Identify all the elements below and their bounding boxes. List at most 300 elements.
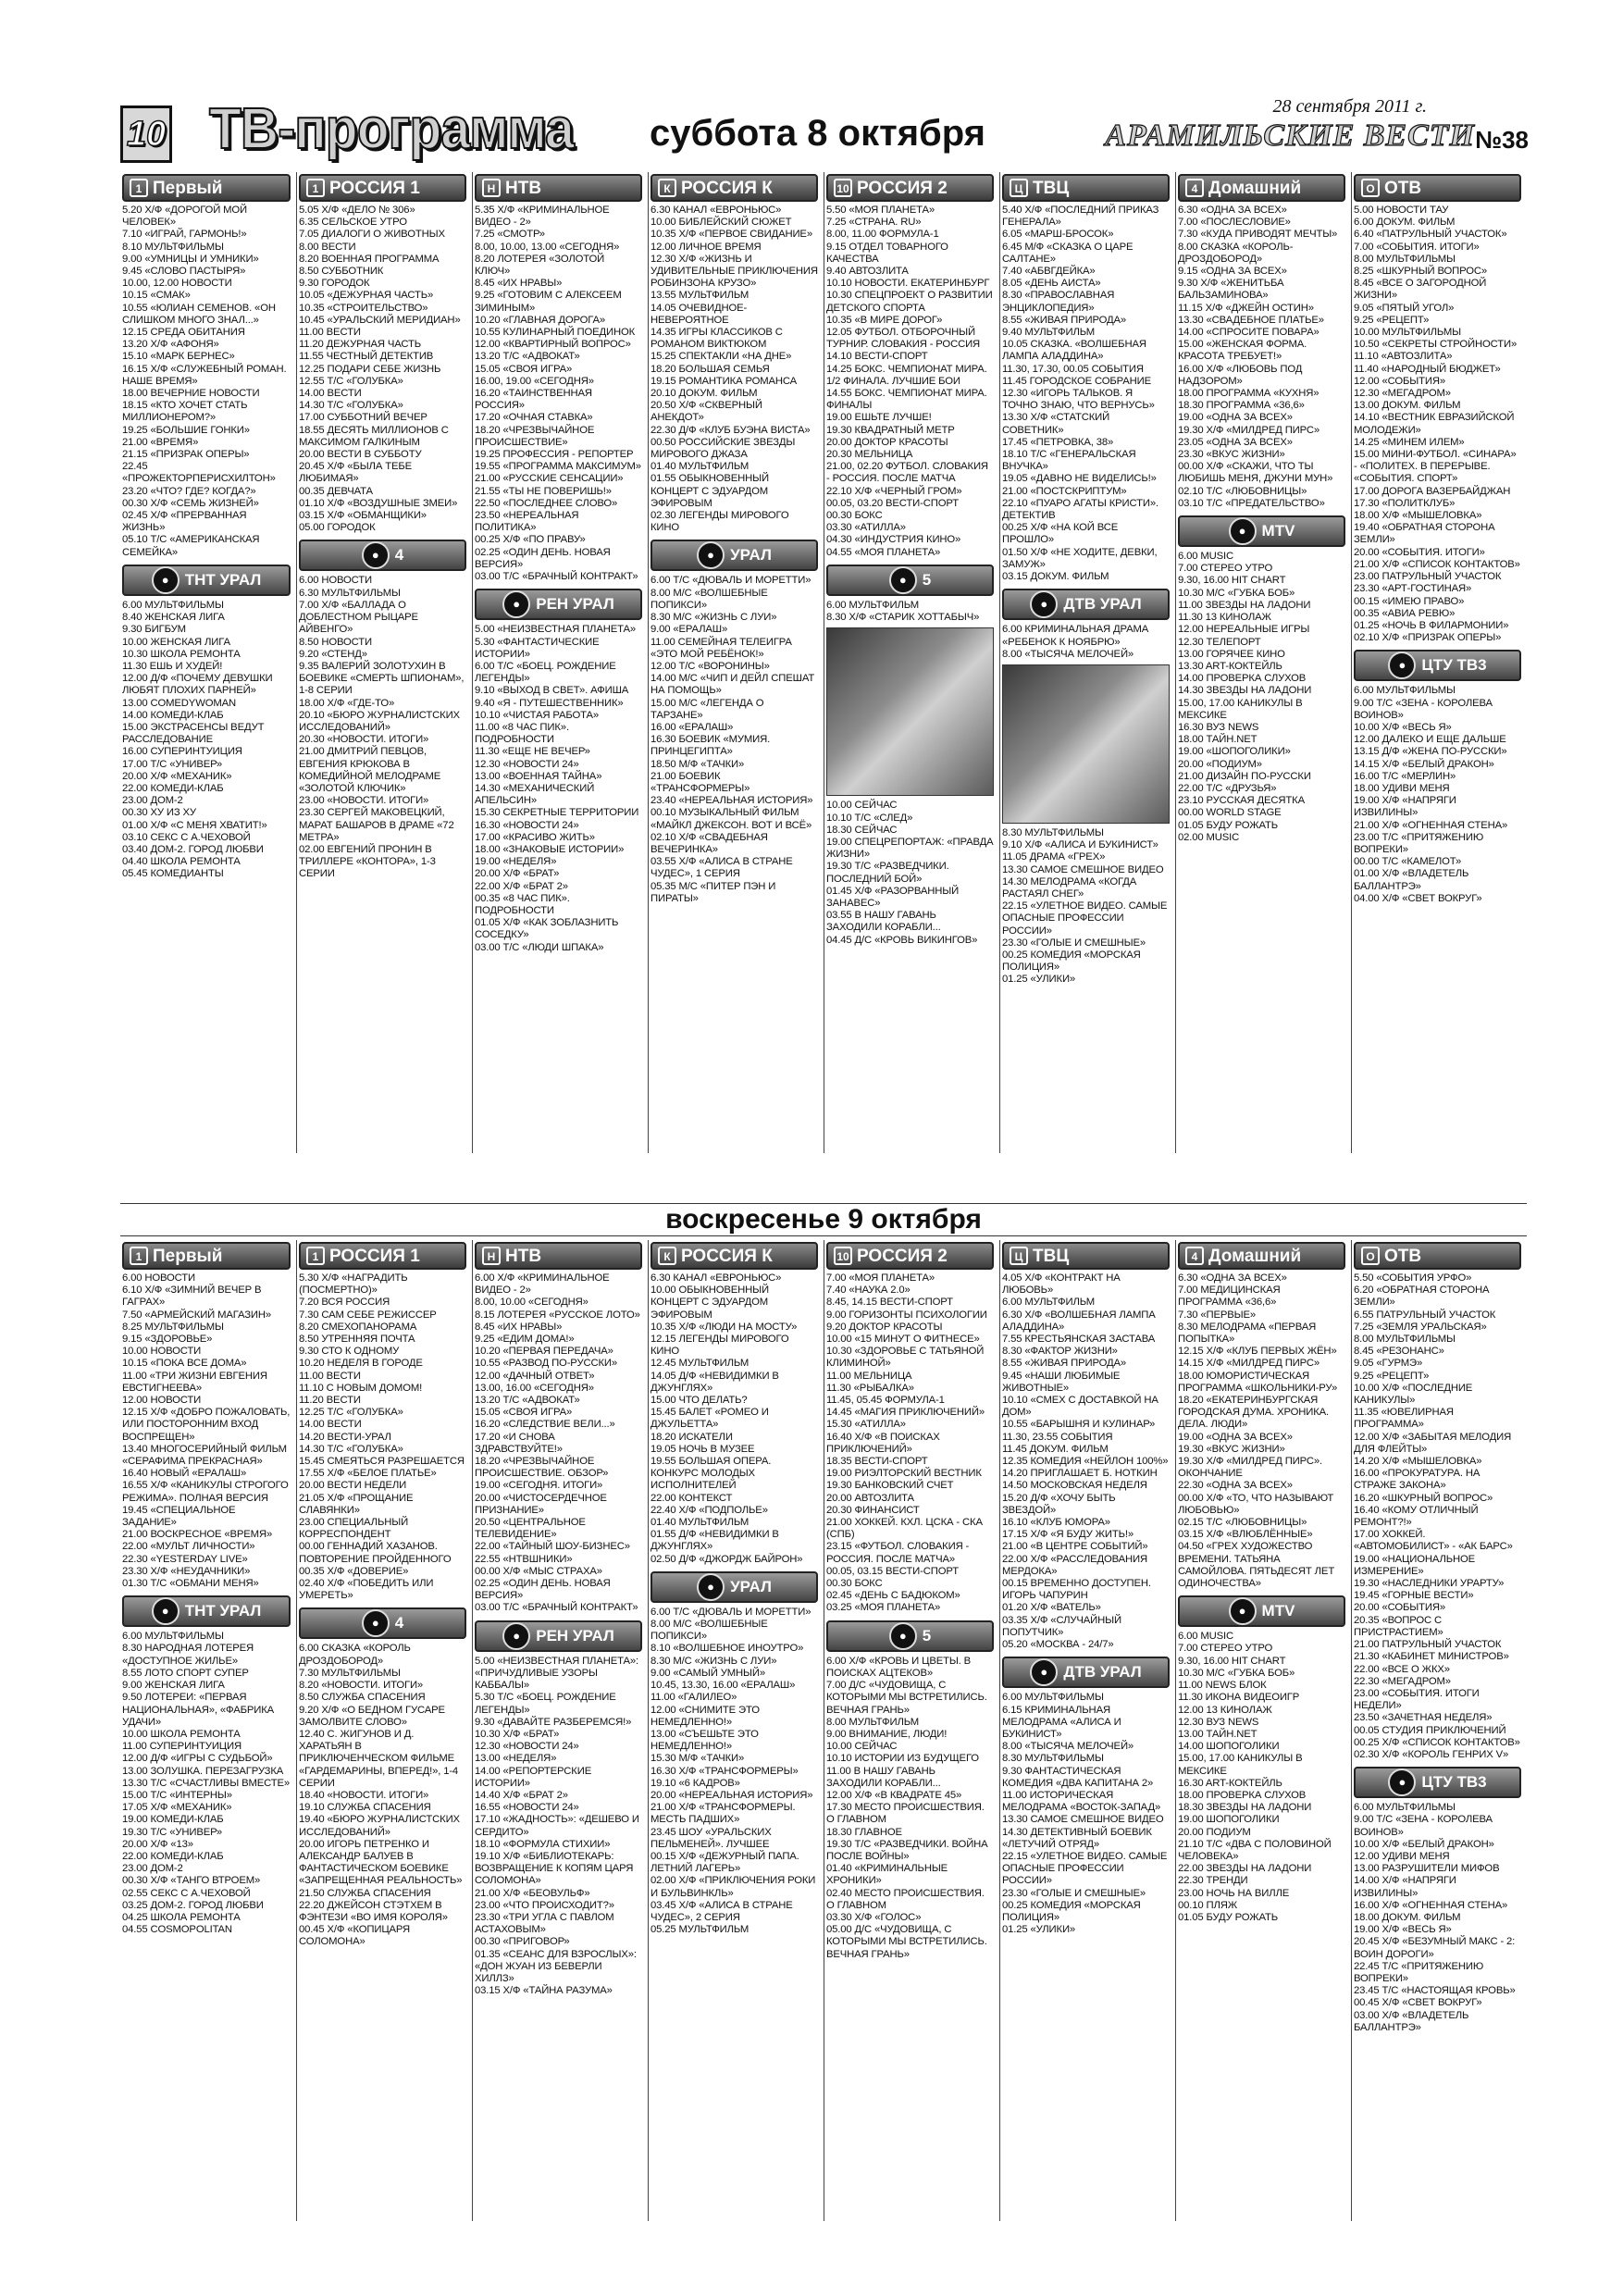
program-entry: 01.55 Д/Ф «НЕВИДИМКИ В ДЖУНГЛЯХ» <box>650 1529 779 1553</box>
program-entry: 18.35 ВЕСТИ-СПОРТ <box>826 1456 928 1468</box>
channel-logo-icon: ● <box>1030 1658 1058 1686</box>
program-entry: 17.30 «ПОЛИТКЛУБ» <box>1354 497 1456 509</box>
program-entry: 14.45 «МАГИЯ ПРИКЛЮЧЕНИЙ» <box>826 1407 985 1419</box>
program-entry: 12.30 «МЕГАДРОМ» <box>1354 388 1451 400</box>
program-entry: 18.00 ПРОВЕРКА СЛУХОВ <box>1178 1789 1307 1801</box>
program-entry: 19.00 «НАЦИОНАЛЬНОЕ ИЗМЕРЕНИЕ» <box>1354 1553 1476 1577</box>
program-entry: 18.00 ТАЙН.NET <box>1178 734 1258 746</box>
program-entry: 15.20 Д/Ф «ХОЧУ БЫТЬ ЗВЕЗДОЙ» <box>1002 1492 1116 1516</box>
program-entry: 7.55 КРЕСТЬЯНСКАЯ ЗАСТАВА <box>1002 1334 1156 1346</box>
program-entry: 20.00 «НЕРЕАЛЬНАЯ ИСТОРИЯ» <box>650 1789 813 1801</box>
channel-header-2 <box>826 1620 994 1652</box>
day-heading: суббота 8 октября <box>650 113 985 154</box>
program-entry: 19.55 БОЛЬШАЯ ОПЕРА. КОНКУРС МОЛОДЫХ ИСПОЛНИТЕЛЕЙ <box>650 1456 772 1492</box>
program-entry: 12.30 ТЕЛЕПОРТ <box>1178 636 1261 648</box>
program-entry: 12.00 «ДАЧНЫЙ ОТВЕТ» <box>475 1370 595 1382</box>
program-entry: 19.40 «ОБРАТНАЯ СТОРОНА ЗЕМЛИ» <box>1354 522 1495 546</box>
program-entry: 12.25 ПОДАРИ СЕБЕ ЖИЗНЬ <box>299 363 441 375</box>
program-entry: 8.00 МУЛЬТФИЛЬМЫ <box>1354 1334 1456 1346</box>
channel-logo-label: MTV <box>1261 1602 1295 1620</box>
channel-logo-icon: ● <box>362 541 390 569</box>
channel-header-2 <box>475 589 642 620</box>
program-entry: 9.15 ОТДЕЛ ТОВАРНОГО КАЧЕСТВА <box>826 241 948 265</box>
program-entry: 02.10 Т/С «ЛЮБОВНИЦЫ» <box>1178 485 1307 497</box>
program-entry: 18.30 СЕЙЧАС <box>826 824 898 836</box>
program-entry: 19.30 КВАДРАТНЫЙ МЕТР <box>826 424 955 436</box>
program-entry: 05.45 КОМЕДИАНТЫ <box>122 868 224 880</box>
program-entry: 10.55 «ЮЛИАН СЕМЕНОВ. «ОН СЛИШКОМ МНОГО ЗНАЛ...» <box>122 302 276 326</box>
program-entry: 14.00 М/С «ЧИП И ДЕЙЛ СПЕШАТ НА ПОМОЩЬ» <box>650 673 815 697</box>
program-entry: 8.20 ВОЕННАЯ ПРОГРАММА <box>299 253 440 265</box>
program-entry: 18.50 М/Ф «ТАЧКИ» <box>650 758 745 770</box>
program-entry: 23.40 «НЕРЕАЛЬНАЯ ИСТОРИЯ» <box>650 795 813 807</box>
program-entry: 22.00 «МУЛЬТ ЛИЧНОСТИ» <box>122 1541 255 1553</box>
program-entry: 23.30 «ГОЛЫЕ И СМЕШНЫЕ» <box>1002 937 1146 949</box>
program-entry: 10.50 «СЕКРЕТЫ СТРОЙНОСТИ» <box>1354 339 1518 351</box>
channel-logo-icon: ● <box>152 1597 180 1625</box>
program-entry: 00.15 «ИМЕЮ ПРАВО» <box>1354 595 1465 607</box>
program-entry: 13.30 Т/С «СЧАСТЛИВЫ ВМЕСТЕ» <box>122 1777 291 1789</box>
program-entry: 17.10 «ЖАДНОСТЬ»: «ДЕШЕВО И СЕРДИТО» <box>475 1814 639 1838</box>
program-entry: 7.00 СТЕРЕО УТРО <box>1178 563 1273 575</box>
program-entry: 00.05, 03.15 ВЕСТИ-СПОРТ <box>826 1565 959 1577</box>
program-entry: 11.15 Х/Ф «ДЖЕЙН ОСТИН» <box>1178 302 1314 314</box>
program-entry: 14.00 ПРОВЕРКА СЛУХОВ <box>1178 673 1307 685</box>
program-entry: 20.00 АВТОЗЛИТА <box>826 1492 914 1504</box>
channel-logo-label: 5 <box>922 1626 932 1644</box>
program-entry: 6.00 НОВОСТИ <box>299 575 373 587</box>
program-entry: 13.20 Х/Ф «АФОНЯ» <box>122 339 219 351</box>
program-entry: 13.00 РАЗРУШИТЕЛИ МИФОВ <box>1354 1863 1500 1875</box>
channel-name: ТВЦ <box>1033 178 1070 198</box>
channel-logo-label: УРАЛ <box>730 1577 772 1595</box>
program-entry: 21.00 ПАТРУЛЬНЫЙ УЧАСТОК <box>1354 1639 1502 1651</box>
program-entry: 6.10 Х/Ф «ЗИМНИЙ ВЕЧЕР В ГАГРАХ» <box>122 1285 262 1309</box>
channel-logo-icon: ● <box>889 1622 917 1650</box>
program-entry: 16.40 «КОМУ ОТЛИЧНЫЙ РЕМОНТ?!» <box>1354 1504 1479 1529</box>
program-entry: 11.55 ЧЕСТНЫЙ ДЕТЕКТИВ <box>299 351 434 363</box>
program-entry: 16.00 СУПЕРИНТУИЦИЯ <box>122 746 242 758</box>
program-entry: 21.00 ДМИТРИЙ ПЕВЦОВ, ЕВГЕНИЯ КРЮКОВА В КОМЕДИЙНОЙ МЕЛОДРАМЕ «ЗОЛОТОЙ КЛЮЧИК» <box>299 746 441 794</box>
program-entry: 05.10 Т/С «АМЕРИКАНСКАЯ СЕМЕЙКА» <box>122 534 260 558</box>
program-entry: 02.10 Х/Ф «СВАДЕБНАЯ ВЕЧЕРИНКА» <box>650 831 768 855</box>
program-entry: 00.25 КОМЕДИЯ «МОРСКАЯ ПОЛИЦИЯ» <box>1002 949 1141 974</box>
program-entry: 03.00 Т/С «ЛЮДИ ШПАКА» <box>475 941 604 953</box>
program-entry: 11.00 ВЕСТИ <box>299 327 361 339</box>
program-entry: 15.30 СЕКРЕТНЫЕ ТЕРРИТОРИИ <box>475 807 639 819</box>
program-entry: 12.30 «НОВОСТИ 24» <box>475 1741 579 1753</box>
program-entry: 5.05 Х/Ф «ДЕЛО № 306» <box>299 205 415 216</box>
program-entry: 01.00 Х/Ф «ВЛАДЕТЕЛЬ БАЛЛАНТРЭ» <box>1354 868 1469 892</box>
channel-name: Домашний <box>1208 1246 1302 1266</box>
program-entry: 8.00, 10.00 «СЕГОДНЯ» <box>475 1297 588 1309</box>
program-entry: 14.55 БОКС. ЧЕМПИОНАТ МИРА. ФИНАЛЫ <box>826 388 987 412</box>
program-entry: 18.40 «НОВОСТИ. ИТОГИ» <box>299 1789 429 1801</box>
program-entry: 7.00 «СОБЫТИЯ. ИТОГИ» <box>1354 241 1480 253</box>
program-entry: 12.30 «ИГОРЬ ТАЛЬКОВ. Я ТОЧНО ЗНАЮ, ЧТО ВЕРНУСЬ» <box>1002 388 1155 412</box>
program-entry: 21.15 «ПРИЗРАК ОПЕРЫ» <box>122 449 250 461</box>
channel-column <box>999 172 1171 1153</box>
program-entry: 14.00 КОМЕДИ-КЛАБ <box>122 709 224 721</box>
program-entry: 01.10 Х/Ф «ВОЗДУШНЫЕ ЗМЕИ» <box>299 497 458 509</box>
program-entry: 14.30 ДЕТЕКТИВНЫЙ БОЕВИК «ЛЕТУЧИЙ ОТРЯД» <box>1002 1826 1152 1850</box>
channel-logo-icon: 1 <box>306 1247 325 1265</box>
program-entry: 7.00 «МОЯ ПЛАНЕТА» <box>826 1272 935 1284</box>
channel-header <box>826 174 994 202</box>
sunday-section <box>120 1203 1529 2258</box>
program-entry: 00.45 Х/Ф «СВЕТ ВОКРУГ» <box>1354 1997 1482 2009</box>
program-entry: 01.55 ОБЫКНОВЕННЫЙ КОНЦЕРТ С ЭДУАРДОМ ЭФИРОВЫМ <box>650 473 769 509</box>
program-entry: 16.20 «СЛЕДСТВИЕ ВЕЛИ...» <box>475 1419 615 1431</box>
program-entry: 23.50 «ЗАЧЕТНАЯ НЕДЕЛЯ» <box>1354 1712 1493 1724</box>
program-entry: 21.05 Х/Ф «ПРОЩАНИЕ СЛАВЯНКИ» <box>299 1492 414 1516</box>
program-entry: 13.00, 16.00 «СЕГОДНЯ» <box>475 1382 594 1394</box>
program-entry: 21.00 Х/Ф «СПИСОК КОНТАКТОВ» <box>1354 558 1520 570</box>
program-entry: 16.30 Х/Ф «ТРАНСФОРМЕРЫ» <box>650 1765 799 1777</box>
program-entry: 12.00 Д/Ф «ПОЧЕМУ ДЕВУШКИ ЛЮБЯТ ПЛОХИХ ПАРНЕЙ» <box>122 673 273 697</box>
program-entry: 6.00 МУЛЬТФИЛЬМЫ <box>1354 1802 1456 1814</box>
program-entry: 11.40 «НАРОДНЫЙ БЮДЖЕТ» <box>1354 363 1501 375</box>
program-entry: 14.25 БОКС. ЧЕМПИОНАТ МИРА. 1/2 ФИНАЛА. ЛУЧШИЕ БОИ <box>826 363 987 387</box>
channel-logo-icon: ● <box>362 1609 390 1637</box>
program-entry: 17.00 ХОККЕЙ. «АВТОМОБИЛИСТ» - «АК БАРС» <box>1354 1529 1513 1553</box>
program-entry: 20.50 Х/Ф «СКВЕРНЫЙ АНЕКДОТ» <box>650 400 762 424</box>
channel-header <box>650 1242 818 1270</box>
program-entry: 00.00 Х/Ф «ТО, ЧТО НАЗЫВАЮТ ЛЮБОВЬЮ» <box>1178 1492 1334 1516</box>
program-entry: 9.25 «ЕДИМ ДОМА!» <box>475 1334 575 1346</box>
program-entry: 12.00 Х/Ф «ЗАБЫТАЯ МЕЛОДИЯ ДЛЯ ФЛЕЙТЫ» <box>1354 1431 1512 1455</box>
program-entry: 5.35 Х/Ф «КРИМИНАЛЬНОЕ ВИДЕО - 2» <box>475 205 610 229</box>
program-entry: 12.00 ДАЛЕКО И ЕЩЕ ДАЛЬШЕ <box>1354 734 1506 746</box>
program-entry: 17.00 СУББОТНИЙ ВЕЧЕР <box>299 412 427 424</box>
program-entry: 6.40 «ПАТРУЛЬНЫЙ УЧАСТОК» <box>1354 229 1507 241</box>
program-entry: 20.00 Х/Ф «МЕХАНИК» <box>122 770 232 782</box>
issue-date: 28 сентября 2011 г. <box>1272 96 1427 117</box>
channel-column <box>472 172 644 1153</box>
program-entry: 6.30 МУЛЬТФИЛЬМЫ <box>299 587 401 599</box>
channel-column <box>120 172 292 1153</box>
program-entry: 10.30 М/С «ГУБКА БОБ» <box>1178 1667 1295 1679</box>
program-entry: 19.00 «НЕДЕЛЯ» <box>475 856 557 868</box>
channel-name: РОССИЯ 2 <box>857 178 948 198</box>
program-entry: 13.00 «СЪЕШЬТЕ ЭТО НЕМЕДЛЕННО!» <box>650 1728 759 1753</box>
program-entry: 9.05 «ПЯТЫЙ УГОЛ» <box>1354 302 1455 314</box>
program-entry: 14.05 ОЧЕВИДНОЕ-НЕВЕРОЯТНОЕ <box>650 302 748 326</box>
program-entry: 7.30 САМ СЕБЕ РЕЖИССЕР <box>299 1309 437 1321</box>
program-entry: 8.00 МУЛЬТФИЛЬМЫ <box>1354 253 1456 265</box>
program-entry: 10.30 «ЗДОРОВЬЕ С ТАТЬЯНОЙ КЛИМИНОЙ» <box>826 1346 985 1370</box>
program-entry: 9.30, 16.00 HIT CHART <box>1178 1655 1286 1667</box>
program-entry: 20.45 Х/Ф «БЕЗУМНЫЙ МАКС - 2: ВОИН ДОРОГИ» <box>1354 1936 1516 1960</box>
program-entry: 12.00 УДИВИ МЕНЯ <box>1354 1850 1450 1862</box>
channel-header-2 <box>1354 650 1521 681</box>
channel-column <box>120 1240 292 2221</box>
program-entry: 13.30 «СВАДЕБНОЕ ПЛАТЬЕ» <box>1178 314 1324 326</box>
program-entry: 19.25 «БОЛЬШИЕ ГОНКИ» <box>122 424 250 436</box>
program-entry: 8.55 «ЖИВАЯ ПРИРОДА» <box>1002 1358 1127 1370</box>
program-entry: 13.30 САМОЕ СМЕШНОЕ ВИДЕО <box>1002 863 1164 875</box>
program-entry: 20.00 «СОБЫТИЯ. ИТОГИ» <box>1354 546 1485 558</box>
program-entry: 7.50 «АРМЕЙСКИЙ МАГАЗИН» <box>122 1309 272 1321</box>
program-entry: 22.00 КОНТЕКСТ <box>650 1492 733 1504</box>
program-entry: 01.25 «УЛИКИ» <box>1002 974 1076 986</box>
program-entry: 11.45, 05.45 ФОРМУЛА-1 <box>826 1395 945 1407</box>
channel-logo-icon: Н <box>482 179 501 197</box>
program-entry: 00.30 БОКС <box>826 1578 883 1590</box>
program-entry: 18.30 ГЛАВНОЕ <box>826 1826 902 1838</box>
program-entry: 05.00 ГОРОДОК <box>299 522 376 534</box>
program-entry: 22.30 «МЕГАДРОМ» <box>1354 1675 1451 1687</box>
program-entry: 10.05 «ДЕЖУРНАЯ ЧАСТЬ» <box>299 290 434 302</box>
program-entry: 00.30 БОКС <box>826 510 883 522</box>
channel-column <box>824 1240 996 2221</box>
channel-logo-label: 5 <box>922 570 932 589</box>
program-entry: 6.05 «МАРШ-БРОСОК» <box>1002 229 1114 241</box>
channel-header <box>122 1242 291 1270</box>
program-entry: 18.10 Т/С «ГЕНЕРАЛЬСКАЯ ВНУЧКА» <box>1002 449 1136 473</box>
program-entry: 23.00 «НОВОСТИ. ИТОГИ» <box>299 795 429 807</box>
program-entry: 8.00 «ТЫСЯЧА МЕЛОЧЕЙ» <box>1002 1741 1134 1753</box>
program-entry: 11.30, 17.30, 00.05 СОБЫТИЯ <box>1002 363 1144 375</box>
film-still-photo <box>1002 664 1170 824</box>
program-entry: 14.00 Х/Ф «НАПРЯГИ ИЗВИЛИНЫ» <box>1354 1875 1456 1899</box>
program-entry: 22.00 «ВСЕ О ЖКХ» <box>1354 1663 1450 1675</box>
program-entry: 8.25 МУЛЬТФИЛЬМЫ <box>122 1321 224 1333</box>
channel-header-2 <box>299 1607 466 1639</box>
program-entry: 7.00 «ПОСЛЕСЛОВИЕ» <box>1178 217 1291 229</box>
channel-logo-icon: К <box>658 179 676 197</box>
channel-header <box>826 1242 994 1270</box>
program-entry: 12.00 «КВАРТИРНЫЙ ВОПРОС» <box>475 339 631 351</box>
program-entry: 16.30 БОЕВИК «МУМИЯ. ПРИНЦЕГИПТА» <box>650 734 771 758</box>
program-entry: 04.00 Х/Ф «СВЕТ ВОКРУГ» <box>1354 892 1482 904</box>
program-entry: 8.00, 11.00 ФОРМУЛА-1 <box>826 229 939 241</box>
program-entry: 11.05 ДРАМА «ГРЕХ» <box>1002 851 1106 863</box>
program-entry: 9.15 «ЗДОРОВЬЕ» <box>122 1334 213 1346</box>
program-entry: 10.10 ИСТОРИИ ИЗ БУДУЩЕГО <box>826 1753 979 1765</box>
program-entry: 03.15 Х/Ф «ОБМАНЩИКИ» <box>299 510 427 522</box>
program-entry: 8.45 «РЕЗОНАНС» <box>1354 1346 1444 1358</box>
program-entry: 11.00 ВЕСТИ <box>299 1370 361 1382</box>
channel-logo-label: ЦТУ ТВ3 <box>1421 1773 1487 1792</box>
program-entry: 12.00 «СОБЫТИЯ» <box>1354 375 1446 387</box>
channel-logo-label: ДТВ УРАЛ <box>1063 595 1142 614</box>
program-entry: 15.05 «СВОЯ ИГРА» <box>475 1407 573 1419</box>
program-entry: 18.10 «ФОРМУЛА СТИХИИ» <box>475 1838 611 1850</box>
program-entry: 19.45 «ГОРНЫЕ ВЕСТИ» <box>1354 1590 1474 1602</box>
program-entry: 11.30 «РЫБАЛКА» <box>826 1382 914 1394</box>
program-entry: 10.15 «ПОКА ВСЕ ДОМА» <box>122 1358 247 1370</box>
program-entry: 23.30 «ГОЛЫЕ И СМЕШНЫЕ» <box>1002 1887 1146 1899</box>
channel-logo-icon: Н <box>482 1247 501 1265</box>
program-entry: 10.45 «УРАЛЬСКИЙ МЕРИДИАН» <box>299 314 461 326</box>
program-entry: 00.25 КОМЕДИЯ «МОРСКАЯ ПОЛИЦИЯ» <box>1002 1899 1141 1923</box>
program-entry: 10.20 «ПЕРВАЯ ПЕРЕДАЧА» <box>475 1346 613 1358</box>
program-entry: 7.25 «СМОТР» <box>475 229 545 241</box>
program-entry: 13.00 COMEDYWOMAN <box>122 697 236 709</box>
program-entry: 20.30 МЕЛЬНИЦА <box>826 449 913 461</box>
program-entry: 11.00 СУПЕРИНТУИЦИЯ <box>122 1741 242 1753</box>
program-entry: 10.30 Х/Ф «БРАТ» <box>475 1728 560 1740</box>
program-entry: 10.00 ШКОЛА РЕМОНТА <box>122 1728 241 1740</box>
program-entry: 15.00 ЧТО ДЕЛАТЬ? <box>650 1395 748 1407</box>
program-entry: 19.30 «НАСЛЕДНИКИ УРАРТУ» <box>1354 1578 1505 1590</box>
program-entry: 6.35 СЕЛЬСКОЕ УТРО <box>299 217 407 229</box>
program-entry: 03.15 Х/Ф «ВЛЮБЛЁННЫЕ» <box>1178 1529 1313 1541</box>
program-entry: 19.30 Х/Ф «МИЛДРЕД ПИРС» <box>1178 424 1320 436</box>
channel-header <box>1002 1242 1170 1270</box>
program-entry: 21.00 ДИЗАЙН ПО-РУССКИ <box>1178 770 1311 782</box>
program-entry: 11.30 ИКОНА ВИДЕОИГР <box>1178 1692 1300 1704</box>
program-entry: 20.50 «ЦЕНТРАЛЬНОЕ ТЕЛЕВИДЕНИЕ» <box>475 1517 586 1541</box>
sunday-banner: воскресенье 9 октября <box>120 1203 1527 1236</box>
program-entry: 18.55 ДЕСЯТЬ МИЛЛИОНОВ С МАКСИМОМ ГАЛКИНЫМ <box>299 424 449 448</box>
program-entry: 13.20 Т/С «АДВОКАТ» <box>475 1395 580 1407</box>
newspaper-name: АРАМИЛЬСКИЕ ВЕСТИ <box>1105 118 1475 153</box>
program-entry: 12.30 «НОВОСТИ 24» <box>475 758 579 770</box>
program-entry: 01.40 «КРИМИНАЛЬНЫЕ ХРОНИКИ» <box>826 1863 948 1887</box>
program-entry: 12.25 Т/С «ГОЛУБКА» <box>299 1407 403 1419</box>
channel-header-2 <box>1002 1657 1170 1688</box>
program-entry: 11.00 МЕЛЬНИЦА <box>826 1370 912 1382</box>
program-entry: 8.30 МЕЛОДРАМА «ПЕРВАЯ ПОПЫТКА» <box>1178 1321 1317 1346</box>
program-entry: 16.00 «ЕРАЛАШ» <box>650 721 734 733</box>
program-entry: 16.10 «КЛУБ ЮМОРА» <box>1002 1517 1110 1529</box>
program-entry: 6.30 «ОДНА ЗА ВСЕХ» <box>1178 1272 1287 1284</box>
channel-logo-icon: ● <box>697 541 725 569</box>
program-entry: 9.20 ДОКТОР КРАСОТЫ <box>826 1321 943 1333</box>
channel-header <box>1178 174 1345 202</box>
program-entry: 7.30 «КУДА ПРИВОДЯТ МЕЧТЫ» <box>1178 229 1338 241</box>
program-entry: 11.00 ЗВЕЗДЫ НА ЛАДОНИ <box>1178 599 1311 611</box>
program-entry: 12.55 Т/С «ГОЛУБКА» <box>299 375 403 387</box>
program-entry: 11.45 ДОКУМ. ФИЛЬМ <box>1002 1443 1109 1455</box>
program-entry: 02.45 Х/Ф «ПРЕРВАННАЯ ЖИЗНЬ» <box>122 510 247 534</box>
program-entry: 10.00 Х/Ф «ВЕСЬ Я» <box>1354 721 1452 733</box>
sunday-columns <box>120 1240 1529 2221</box>
program-entry: 10.20 НЕДЕЛЯ В ГОРОДЕ <box>299 1358 423 1370</box>
program-entry: 23.50 «НЕРЕАЛЬНАЯ ПОЛИТИКА» <box>475 510 579 534</box>
program-entry: 19.30 Т/С «РАЗВЕДЧИКИ. ВОЙНА ПОСЛЕ ВОЙНЫ» <box>826 1838 988 1862</box>
program-entry: 19.10 СЛУЖБА СПАСЕНИЯ <box>299 1802 431 1814</box>
channel-logo-icon: О <box>1361 179 1380 197</box>
program-entry: 16.00 «ПРОКУРАТУРА. НА СТРАЖЕ ЗАКОНА» <box>1354 1468 1481 1492</box>
program-entry: 8.00 «ТЫСЯЧА МЕЛОЧЕЙ» <box>1002 648 1134 660</box>
program-entry: 12.15 ЛЕГЕНДЫ МИРОВОГО КИНО <box>650 1334 789 1358</box>
program-entry: 8.00 М/С «ВОЛШЕБНЫЕ ПОПИКСИ» <box>650 1619 768 1643</box>
program-entry: 13.00 «НЕДЕЛЯ» <box>475 1753 557 1765</box>
program-entry: 23.30 СЕРГЕЙ МАКОВЕЦКИЙ, МАРАТ БАШАРОВ В ДРАМЕ «72 МЕТРА» <box>299 807 454 843</box>
program-entry: 22.55 «НТВШНИКИ» <box>475 1553 573 1565</box>
channel-name: Первый <box>153 178 223 198</box>
channel-logo-icon: Ц <box>1010 179 1028 197</box>
program-entry: 5.50 «СОБЫТИЯ УРФО» <box>1354 1272 1472 1284</box>
program-entry: 22.45 «ПРОЖЕКТОРПЕРИСХИЛТОН» <box>122 461 276 485</box>
program-entry: 15.00, 17.00 КАНИКУЛЫ В МЕКСИКЕ <box>1178 697 1303 721</box>
channel-logo-label: 4 <box>394 1614 404 1632</box>
channel-logo-icon: К <box>658 1247 676 1265</box>
program-entry: 9.45 «НАШИ ЛЮБИМЫЕ ЖИВОТНЫЕ» <box>1002 1370 1121 1394</box>
program-entry: 04.50 «ГРЕХ ХУДОЖЕСТВО ВРЕМЕНИ. ТАТЬЯНА САМОЙЛОВА. ПЯТЬДЕСЯТ ЛЕТ ОДИНОЧЕСТВА» <box>1178 1541 1335 1590</box>
program-entry: 00.25 Х/Ф «СПИСОК КОНТАКТОВ» <box>1354 1736 1520 1748</box>
channel-logo-icon: 1 <box>130 1247 148 1265</box>
program-entry: 17.05 Х/Ф «МЕХАНИК» <box>122 1802 232 1814</box>
channel-header-2 <box>650 1571 818 1603</box>
program-entry: 8.00 СКАЗКА «КОРОЛЬ-ДРОЗДОБОРОД» <box>1178 241 1294 265</box>
channel-name: НТВ <box>505 1246 542 1266</box>
program-entry: 15.30 «АТИЛЛА» <box>826 1419 906 1431</box>
program-entry: 19.05 «ДАВНО НЕ ВИДЕЛИСЬ!» <box>1002 473 1157 485</box>
program-entry: 03.40 ДОМ-2. ГОРОД ЛЮБВИ <box>122 843 264 855</box>
program-entry: 6.15 КРИМИНАЛЬНАЯ МЕЛОДРАМА «АЛИСА И БУКИНИСТ» <box>1002 1704 1121 1740</box>
program-entry: 10.00 ОБЫКНОВЕННЫЙ КОНЦЕРТ С ЭДУАРДОМ ЭФИРОВЫМ <box>650 1285 769 1321</box>
channel-column <box>1351 172 1523 1153</box>
program-entry: 03.00 Т/С «БРАЧНЫЙ КОНТРАКТ» <box>475 1602 638 1614</box>
program-entry: 03.45 Х/Ф «АЛИСА В СТРАНЕ ЧУДЕС», 2 СЕРИЯ <box>650 1899 793 1923</box>
program-entry: 23.45 Т/С «НАСТОЯЩАЯ КРОВЬ» <box>1354 1985 1516 1997</box>
program-entry: 6.00 НОВОСТИ <box>122 1272 196 1284</box>
program-entry: 19.00 «ШОПОГОЛИКИ» <box>1178 746 1291 758</box>
program-entry: 14.30 ЗВЕЗДЫ НА ЛАДОНИ <box>1178 685 1312 697</box>
channel-logo-icon: ● <box>1229 517 1257 545</box>
page-number: 10 <box>120 105 172 163</box>
program-entry: 02.30 Х/Ф «КОРОЛЬ ГЕНРИХ V» <box>1354 1748 1509 1760</box>
channel-logo-icon: ● <box>502 1622 530 1650</box>
program-entry: 22.30 ТРЕНДИ <box>1178 1875 1248 1887</box>
program-entry: 9.20 «СТЕНД» <box>299 648 367 660</box>
program-entry: 17.00 «КРАСИВО ЖИТЬ» <box>475 831 595 843</box>
program-entry: 02.30 ЛЕГЕНДЫ МИРОВОГО КИНО <box>650 510 789 534</box>
program-entry: 7.10 «ИГРАЙ, ГАРМОНЬ!» <box>122 229 247 241</box>
program-entry: 8.50 СЛУЖБА СПАСЕНИЯ <box>299 1692 426 1704</box>
program-entry: 03.35 Х/Ф «СЛУЧАЙНЫЙ ПОПУТЧИК» <box>1002 1614 1121 1638</box>
program-entry: 22.00 КОМЕДИ-КЛАБ <box>122 1850 224 1862</box>
program-entry: 15.45 СМЕЯТЬСЯ РАЗРЕШАЕТСЯ <box>299 1456 465 1468</box>
channel-logo-icon: 4 <box>1185 1247 1204 1265</box>
channel-header <box>122 174 291 202</box>
program-entry: 20.00 «СОБЫТИЯ» <box>1354 1602 1446 1614</box>
program-entry: 5.20 Х/Ф «ДОРОГОЙ МОЙ ЧЕЛОВЕК» <box>122 205 248 229</box>
program-entry: 13.55 МУЛЬТФИЛЬМ <box>650 290 750 302</box>
program-entry: 9.15 «ОДНА ЗА ВСЕХ» <box>1178 266 1287 278</box>
program-entry: 20.30 ФИНАНСИСТ <box>826 1504 920 1516</box>
program-entry: 23.05 «ОДНА ЗА ВСЕХ» <box>1178 436 1293 448</box>
issue-number: №38 <box>1475 126 1529 154</box>
program-entry: 12.40 С. ЖИГУНОВ И Д. ХАРАТЬЯН В ПРИКЛЮЧЕНЧЕСКОМ ФИЛЬМЕ «ГАРДЕМАРИНЫ, ВПЕРЕД!», 1-4 СЕРИИ <box>299 1728 459 1789</box>
program-entry: 20.00 ИГОРЬ ПЕТРЕНКО И АЛЕКСАНДР БАЛУЕВ В ФАНТАСТИЧЕСКОМ БОЕВИКЕ «ЗАПРЕЩЕННАЯ РЕАЛЬНОСТЬ» <box>299 1838 463 1887</box>
program-entry: 8.10 МУЛЬТФИЛЬМЫ <box>122 241 224 253</box>
program-entry: 22.00 ЗВЕЗДЫ НА ЛАДОНИ <box>1178 1863 1312 1875</box>
program-entry: 7.30 «ПЕРВЫЕ» <box>1178 1309 1257 1321</box>
program-entry: 13.15 Д/Ф «ЖЕНА ПО-РУССКИ» <box>1354 746 1507 758</box>
program-entry: 6.55 ПАТРУЛЬНЫЙ УЧАСТОК <box>1354 1309 1496 1321</box>
program-entry: 21.00 БОЕВИК «ТРАНСФОРМЕРЫ» <box>650 770 750 794</box>
program-entry: 8.30 НАРОДНАЯ ЛОТЕРЕЯ «ДОСТУПНОЕ ЖИЛЬЕ» <box>122 1643 254 1667</box>
program-entry: 04.55 «МОЯ ПЛАНЕТА» <box>826 546 941 558</box>
program-entry: 6.00 Т/С «БОЕЦ. РОЖДЕНИЕ ЛЕГЕНДЫ» <box>475 660 616 685</box>
program-entry: 21.10 Т/С «ДВА С ПОЛОВИНОЙ ЧЕЛОВЕКА» <box>1178 1838 1332 1862</box>
program-entry: 7.20 ВСЯ РОССИЯ <box>299 1297 390 1309</box>
program-entry: 9.30 СТО К ОДНОМУ <box>299 1346 400 1358</box>
program-entry: 02.45 «ДЕНЬ С БАДЮКОМ» <box>826 1590 960 1602</box>
program-entry: 8.30 «ПРАВОСЛАВНАЯ ЭНЦИКЛОПЕДИЯ» <box>1002 290 1115 314</box>
channel-logo-icon: ● <box>152 566 180 594</box>
program-entry: 23.00 «СОБЫТИЯ. ИТОГИ НЕДЕЛИ» <box>1354 1687 1480 1712</box>
program-entry: 9.00 «САМЫЙ УМНЫЙ» <box>650 1667 765 1679</box>
program-entry: 9.30 «ДАВАЙТЕ РАЗБЕРЕМСЯ!» <box>475 1716 632 1728</box>
program-entry: 9.00 ЖЕНСКАЯ ЛИГА <box>122 1680 225 1692</box>
program-entry: 00.25 Х/Ф «ПО ПРАВУ» <box>475 534 586 546</box>
